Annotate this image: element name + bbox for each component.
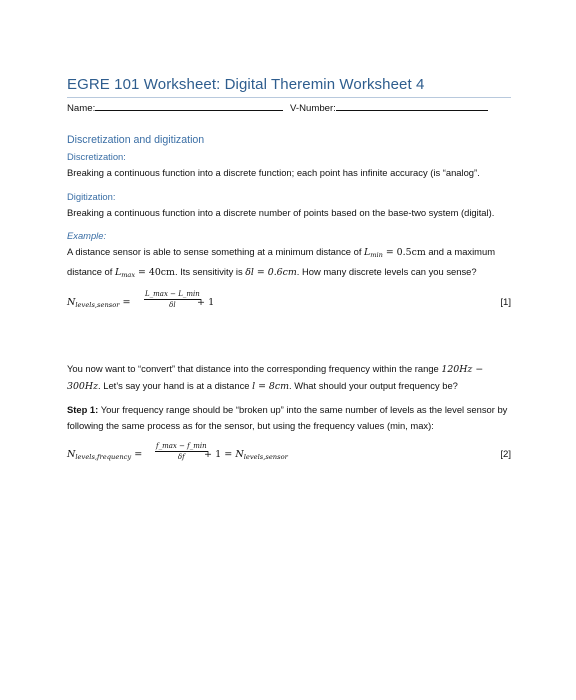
sensitivity-value: δl = 0.6cm <box>245 266 297 278</box>
eq2-rhs-subscript: levels,sensor <box>243 453 288 461</box>
eq2-equals: = <box>131 449 143 460</box>
digitization-heading: Digitization: <box>67 190 116 202</box>
lmin-letter: L <box>364 247 371 258</box>
name-vnumber-line <box>67 97 511 118</box>
convert-text-1: You now want to “convert” that distance into the corresponding frequency within the range <box>67 363 442 374</box>
lmin-value: = 0.5cm <box>382 247 426 258</box>
step1-label: Step 1: <box>67 404 99 415</box>
step1-text <box>67 402 511 433</box>
vnumber-field <box>290 101 488 114</box>
eq1-lhs-letter: N <box>67 297 76 308</box>
worksheet-page <box>67 76 511 468</box>
vnumber-underline <box>336 101 488 111</box>
eq2-numerator: f_max − f_min <box>156 442 207 450</box>
eq2-rhs <box>235 449 288 460</box>
answer-space-1 <box>67 316 511 361</box>
convert-text-2: . Let’s say your hand is at a distance <box>98 379 253 391</box>
eq2-lhs-subscript: levels,frequency <box>75 453 132 461</box>
lmin-subscript: min <box>370 251 383 259</box>
discretization-text: Breaking a continuous function into a discrete function; each point has infinite accuracy (is “analog”. <box>67 167 480 178</box>
hand-distance: l = 8cm <box>252 380 290 392</box>
eq1-number: [1] <box>500 297 511 308</box>
example-text-3: . Its sensitivity is <box>174 265 246 277</box>
eq2-lhs <box>67 449 142 461</box>
eq2-fraction <box>155 442 208 461</box>
eq1-fraction <box>144 290 201 309</box>
equation-2 <box>67 442 511 468</box>
lmax-symbol <box>115 267 135 278</box>
eq1-equals: = <box>119 297 131 308</box>
example-text-1: A distance sensor is able to sense something at a minimum distance of <box>67 246 365 257</box>
section-heading: Discretization and digitization <box>67 134 205 146</box>
eq1-tail: + 1 <box>197 297 215 308</box>
worksheet-title: EGRE 101 Worksheet: Digital Theremin Worksheet 4 <box>67 76 425 93</box>
discretization-heading: Discretization: <box>67 151 126 162</box>
vnumber-label: V-Number: <box>290 103 336 114</box>
example-text-4: . How many discrete levels can you sense? <box>296 265 477 277</box>
eq1-denominator: δl <box>169 301 176 309</box>
eq2-tail-text: + 1 = <box>204 449 236 460</box>
example-text-2: and a maximum distance of <box>67 246 496 277</box>
convert-text <box>67 361 511 394</box>
name-label: Name: <box>67 103 96 114</box>
eq1-numerator: L_max − L_min <box>145 290 200 298</box>
frequency-range: 120Hz − 300Hz <box>67 364 484 392</box>
eq1-lhs-subscript: levels,sensor <box>75 301 120 309</box>
name-underline <box>95 101 283 111</box>
eq2-tail <box>204 449 288 461</box>
lmin-symbol <box>364 247 383 258</box>
eq2-number: [2] <box>500 449 511 460</box>
example-heading: Example: <box>67 230 107 241</box>
eq2-lhs-letter: N <box>67 449 76 460</box>
eq1-lhs <box>67 297 131 309</box>
convert-text-3: . What should your output frequency be? <box>289 379 458 391</box>
lmax-subscript: max <box>121 270 136 279</box>
eq2-rhs-letter: N <box>235 449 244 460</box>
example-text <box>67 244 511 283</box>
eq2-denominator: δf <box>177 453 185 461</box>
step1-body: Your frequency range should be “broken up” into the same number of levels as the level sensor by following the same process as for the sensor, but using the frequency values (min, max): <box>67 404 508 431</box>
name-field <box>67 101 283 114</box>
lmax-value: = 40cm <box>135 266 175 278</box>
equation-1 <box>67 290 511 316</box>
lmax-letter: L <box>114 266 122 278</box>
digitization-text: Breaking a continuous function into a discrete number of points based on the base-two system (digital). <box>67 206 495 218</box>
